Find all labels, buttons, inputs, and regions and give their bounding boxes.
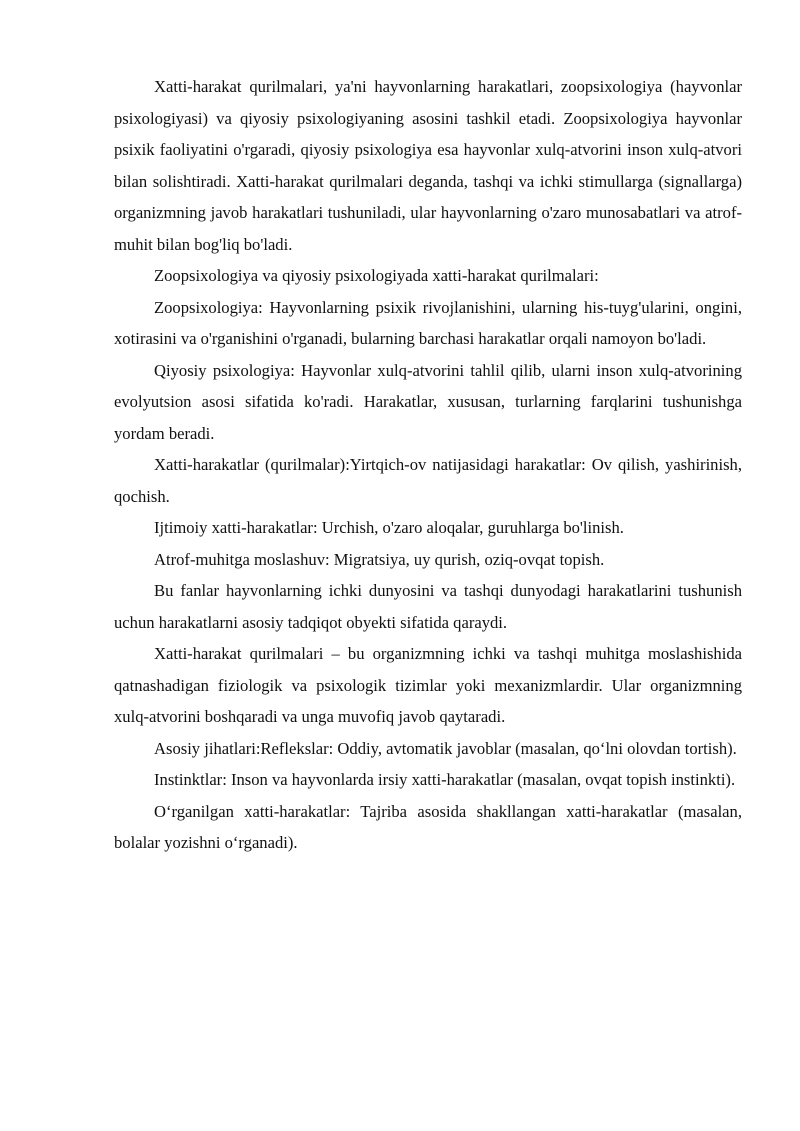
paragraph: Ijtimoiy xatti-harakatlar: Urchish, o'zaro aloqalar, guruhlarga bo'linish. (154, 518, 624, 537)
paragraph: Xatti-harakat qurilmalari, ya'ni hayvonlarning harakatlari, zoopsixologiya (hayvonlar psixologiyasi) va qiyosiy psixologiyaning asosini tashkil etadi. Zoopsixologiya hayvonlar psixik faoliyatini o'rgaradi, qiyosiy psixologiya esa hayvonlar xulq-atvorini inson xulq-atvori bilan solishtiradi. Xatti-harakat qurilmalari deganda, tashqi va ichki stimullarga (signallarga) organizmning javob harakatlari tushuniladi, ular hayvonlarning o'zaro munosabatlari va atrof-muhit bilan bog'liq bo'ladi. (114, 77, 742, 254)
paragraph: Instinktlar: Inson va hayvonlarda irsiy xatti-harakatlar (masalan, ovqat topish instinkti). (154, 770, 736, 789)
paragraph: Zoopsixologiya: Hayvonlarning psixik rivojlanishini, ularning his-tuyg'ularini, ongini, xotirasini va o'rganishini o'rganadi, bularning barchasi harakatlar orqali namoyon bo'ladi. (114, 297, 742, 348)
paragraph: Atrof-muhitga moslashuv: Migratsiya, uy qurish, oziq-ovqat topish. (154, 549, 605, 569)
document-page (114, 71, 742, 859)
paragraph: Asosiy jihatlari:Reflekslar: Oddiy, avtomatik javoblar (masalan, qo‘lni olovdan tortish). (154, 738, 737, 758)
paragraph: O‘rganilgan xatti-harakatlar: Tajriba asosida shakllangan xatti-harakatlar (masalan, bolalar yozishni o‘rganadi). (114, 801, 742, 852)
paragraph: Qiyosiy psixologiya: Hayvonlar xulq-atvorini tahlil qilib, ularni inson xulq-atvorining evolyutsion asosi sifatida ko'radi. Harakatlar, xususan, turlarning farqlarini tushunishga yordam beradi. (114, 360, 742, 443)
paragraph: Xatti-harakat qurilmalari – bu organizmning ichki va tashqi muhitga moslashishida qatnashadigan fiziologik va psixologik tizimlar yoki mexanizmlardir. Ular organizmning xulq-atvorini boshqaradi va unga muvofiq javob qaytaradi. (114, 644, 742, 726)
paragraph: Zoopsixologiya va qiyosiy psixologiyada xatti-harakat qurilmalari: (154, 266, 599, 285)
paragraph: Bu fanlar hayvonlarning ichki dunyosini va tashqi dunyodagi harakatlarini tushunish uchun harakatlarni asosiy tadqiqot obyekti sifatida qaraydi. (114, 581, 742, 632)
paragraph: Xatti-harakatlar (qurilmalar):Yirtqich-ov natijasidagi harakatlar: Ov qilish, yashirinish, qochish. (114, 455, 742, 506)
